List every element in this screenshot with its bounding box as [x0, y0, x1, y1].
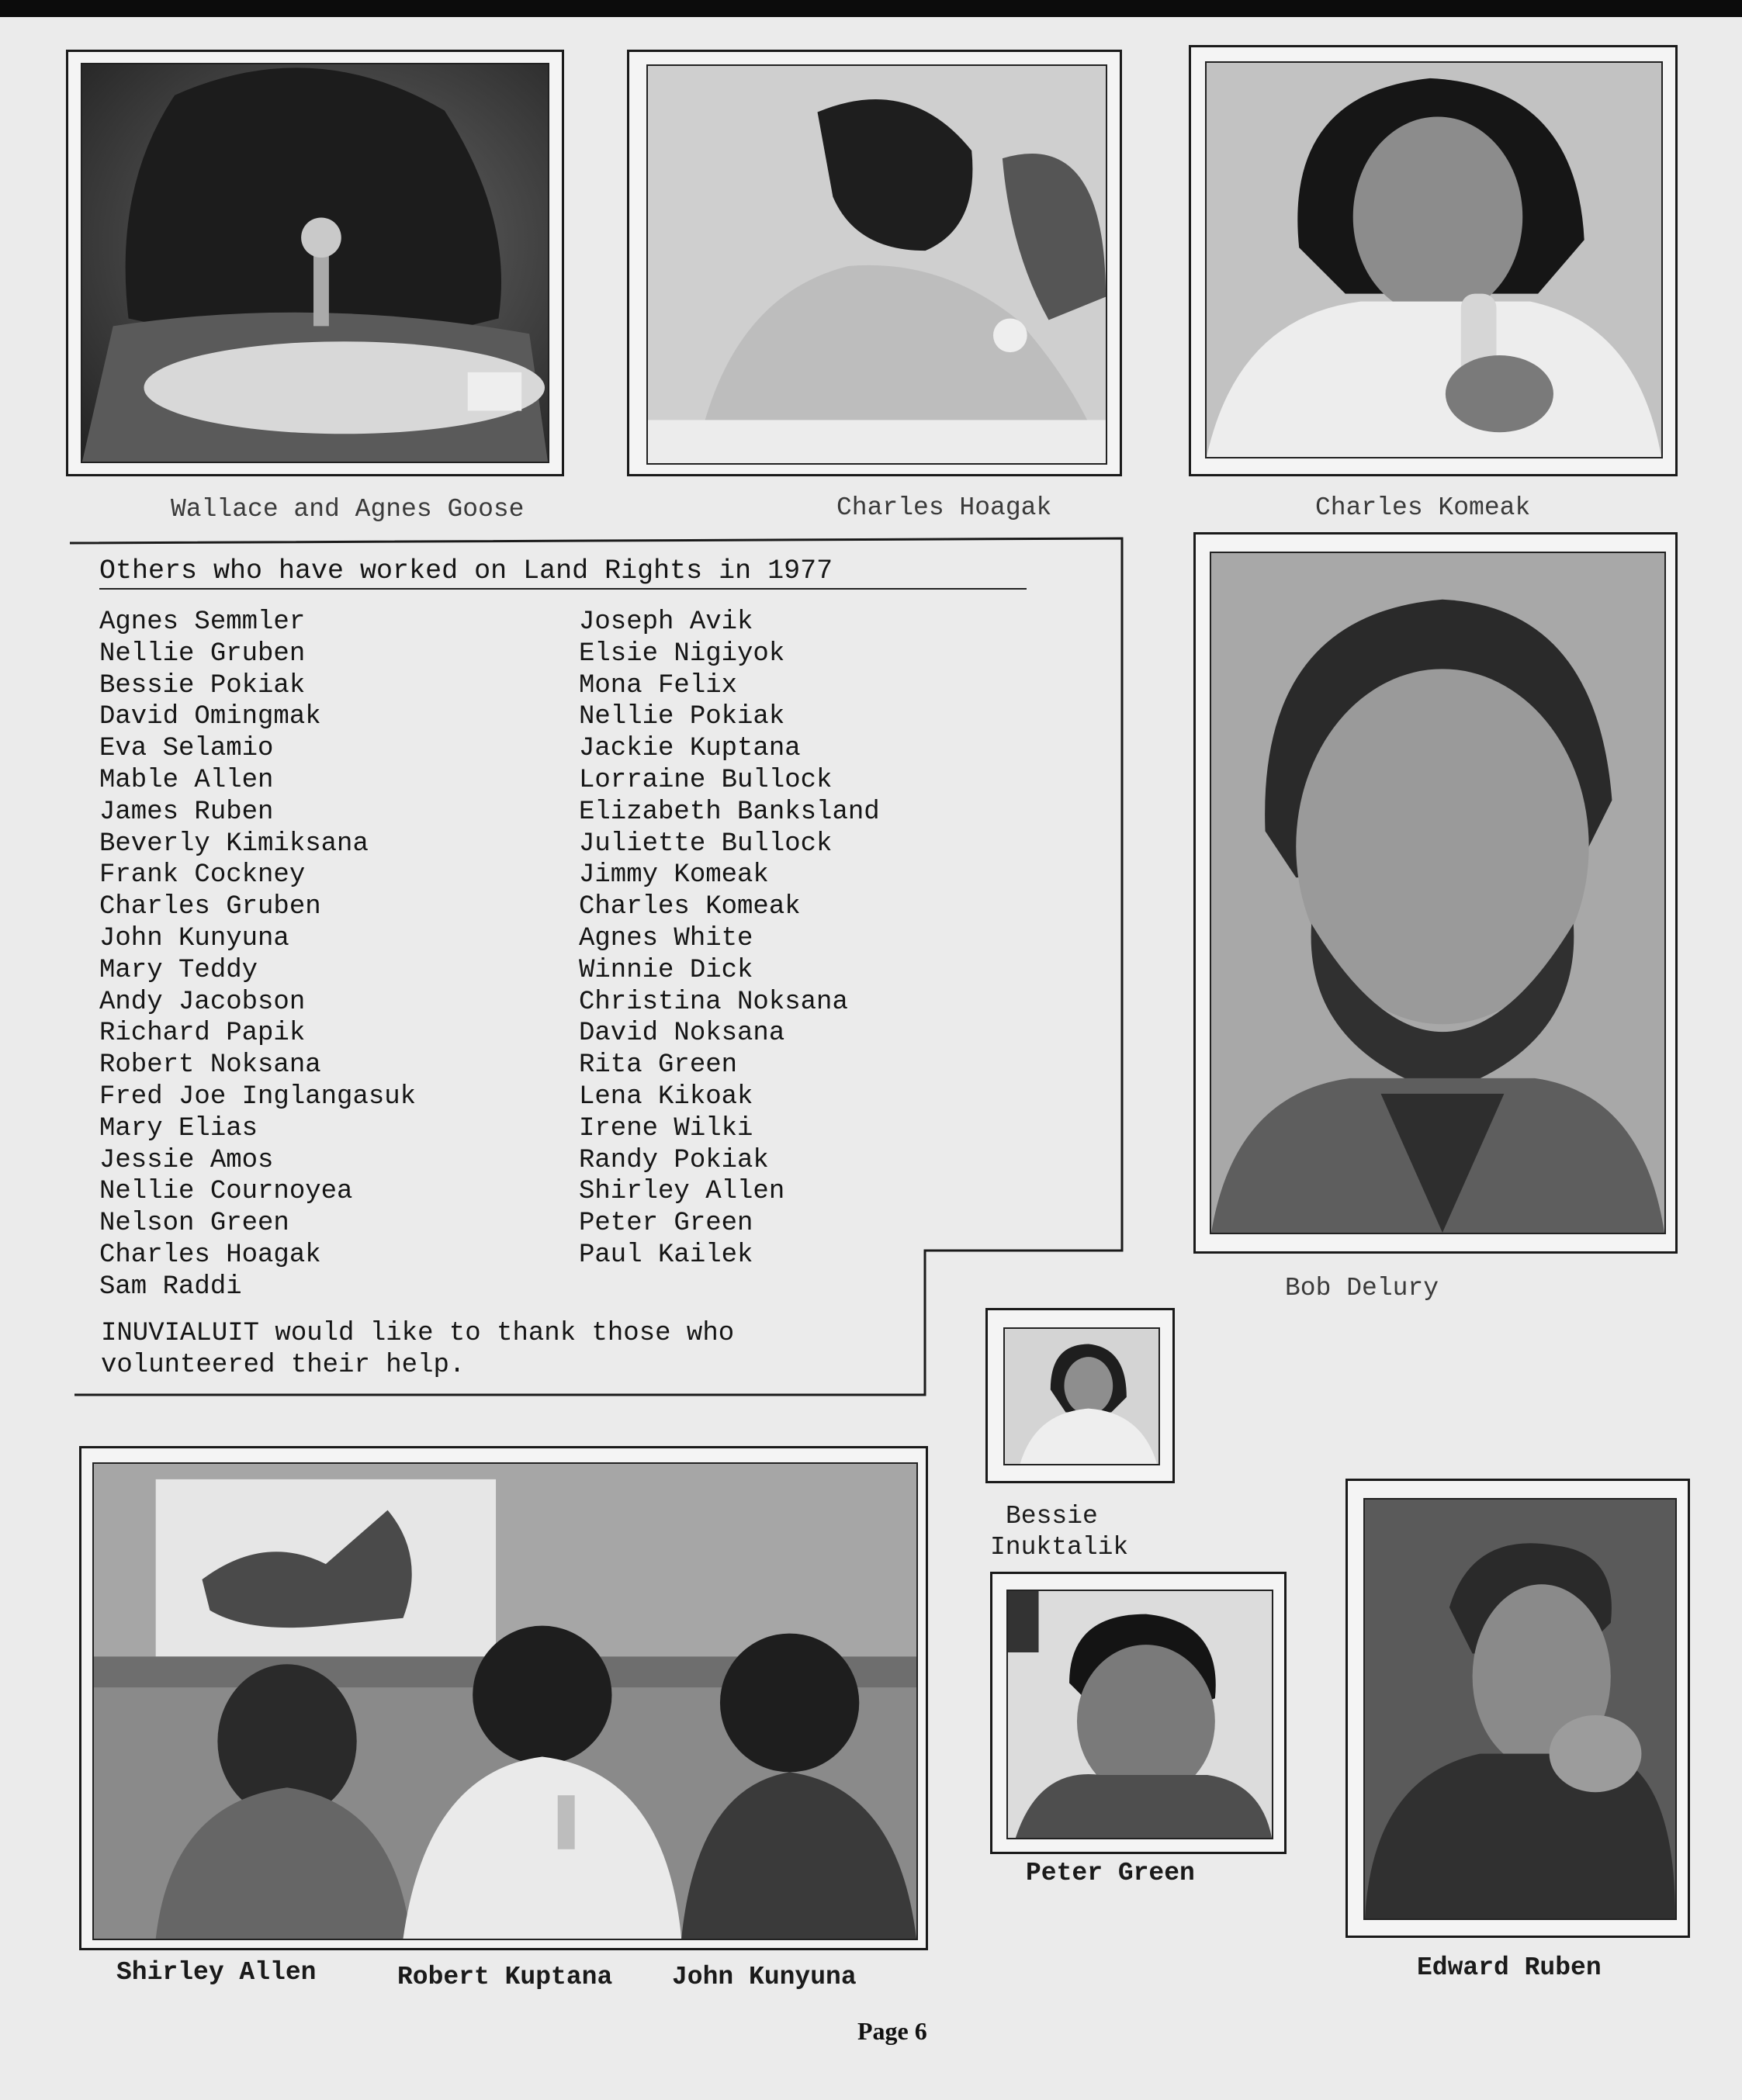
volunteer-name: Joseph Avik	[579, 607, 753, 637]
volunteer-name: Winnie Dick	[579, 955, 753, 985]
thanks-line-2: volunteered their help.	[101, 1351, 466, 1380]
scan-top-edge	[0, 0, 1742, 17]
photo-bob-delury	[1210, 552, 1666, 1234]
caption-peter-green: Peter Green	[1026, 1859, 1195, 1887]
panel-title-underline	[99, 588, 1027, 590]
volunteer-name: Beverly Kimiksana	[99, 829, 369, 859]
photo-edward-ruben	[1363, 1498, 1677, 1920]
panel-title: Others who have worked on Land Rights in 1977	[99, 555, 833, 586]
volunteer-name: James Ruben	[99, 797, 274, 827]
photo-frame-bob-delury	[1193, 532, 1678, 1254]
volunteer-name: Robert Noksana	[99, 1050, 321, 1081]
photo-frame-charles-hoagak	[627, 50, 1122, 476]
volunteer-name: Nelson Green	[99, 1209, 289, 1239]
volunteer-name: Christina Noksana	[579, 987, 848, 1017]
caption-bessie-line-1: Bessie	[1006, 1502, 1098, 1531]
volunteer-name: Jimmy Komeak	[579, 860, 769, 891]
volunteer-name: David Omingmak	[99, 702, 321, 732]
volunteer-name: Charles Hoagak	[99, 1240, 321, 1270]
volunteer-name: Jessie Amos	[99, 1145, 274, 1175]
volunteer-name: Mona Felix	[579, 670, 738, 701]
volunteer-name: Fred Joe Inglangasuk	[99, 1081, 417, 1112]
volunteer-name: John Kunyuna	[99, 923, 289, 953]
caption-wallace-agnes-goose: Wallace and Agnes Goose	[171, 495, 525, 524]
page-number: Page 6	[857, 2017, 927, 2045]
caption-robert-kuptana: Robert Kuptana	[397, 1963, 613, 1991]
volunteer-name: Irene Wilki	[579, 1113, 753, 1143]
photo-bessie-inuktalik	[1003, 1327, 1160, 1465]
volunteer-name: Frank Cockney	[99, 860, 306, 891]
caption-charles-komeak: Charles Komeak	[1315, 493, 1531, 522]
thanks-line-1: INUVIALUIT would like to thank those who	[101, 1319, 735, 1348]
volunteer-name: Elsie Nigiyok	[579, 638, 785, 669]
volunteer-name: Shirley Allen	[579, 1177, 785, 1207]
volunteer-name: Mable Allen	[99, 765, 274, 795]
volunteer-name: Agnes White	[579, 923, 753, 953]
volunteer-name: Mary Teddy	[99, 955, 258, 985]
caption-edward-ruben: Edward Ruben	[1417, 1953, 1602, 1982]
photo-wallace-agnes-goose	[81, 63, 549, 463]
volunteer-name: Randy Pokiak	[579, 1145, 769, 1175]
volunteer-name: Nellie Gruben	[99, 638, 306, 669]
thanks-message	[101, 1318, 734, 1382]
volunteer-name: Nellie Cournoyea	[99, 1177, 353, 1207]
volunteer-name: Sam Raddi	[99, 1271, 242, 1302]
volunteer-name: Charles Gruben	[99, 892, 321, 922]
volunteer-name: Andy Jacobson	[99, 987, 306, 1017]
photo-frame-group	[79, 1446, 928, 1950]
volunteer-name: Mary Elias	[99, 1113, 258, 1143]
volunteer-name: Elizabeth Banksland	[579, 797, 880, 827]
photo-frame-bessie-inuktalik	[985, 1308, 1175, 1483]
caption-shirley-allen: Shirley Allen	[116, 1958, 317, 1987]
volunteer-name: Juliette Bullock	[579, 829, 833, 859]
photo-group-shirley-robert-john	[92, 1462, 918, 1940]
caption-charles-hoagak: Charles Hoagak	[836, 493, 1052, 522]
photo-peter-green	[1006, 1590, 1273, 1839]
photo-frame-wallace-agnes-goose	[66, 50, 564, 476]
photo-charles-hoagak	[646, 64, 1107, 465]
volunteer-name: Agnes Semmler	[99, 607, 306, 637]
caption-john-kunyuna: John Kunyuna	[672, 1963, 857, 1991]
volunteer-name: David Noksana	[579, 1019, 785, 1049]
volunteer-name: Eva Selamio	[99, 734, 274, 764]
volunteer-name: Lena Kikoak	[579, 1081, 753, 1112]
volunteer-name: Lorraine Bullock	[579, 765, 833, 795]
volunteer-name: Nellie Pokiak	[579, 702, 785, 732]
caption-bessie-line-2: Inuktalik	[990, 1533, 1129, 1562]
photo-frame-charles-komeak	[1189, 45, 1678, 476]
volunteer-name: Bessie Pokiak	[99, 670, 306, 701]
volunteer-name: Jackie Kuptana	[579, 734, 801, 764]
volunteer-name: Peter Green	[579, 1209, 753, 1239]
photo-frame-edward-ruben	[1345, 1479, 1690, 1938]
volunteer-name: Charles Komeak	[579, 892, 801, 922]
volunteer-name: Paul Kailek	[579, 1240, 753, 1270]
volunteer-name: Rita Green	[579, 1050, 738, 1081]
photo-frame-peter-green	[990, 1572, 1287, 1854]
names-right-column	[579, 607, 880, 1271]
names-left-column	[99, 607, 416, 1303]
caption-bob-delury: Bob Delury	[1285, 1274, 1439, 1303]
volunteer-name: Richard Papik	[99, 1019, 306, 1049]
photo-charles-komeak	[1205, 61, 1663, 458]
